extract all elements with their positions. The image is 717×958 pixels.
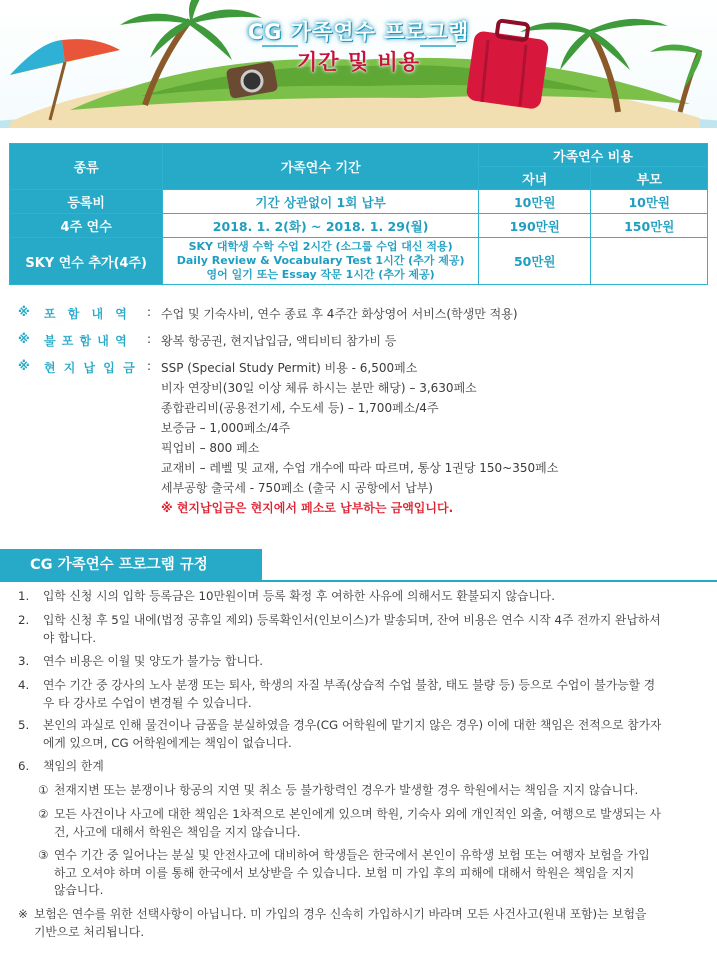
note-mark: ※	[18, 332, 30, 346]
subitem-number: ①	[38, 783, 49, 797]
rule-text	[43, 612, 661, 647]
rule-number: 5.	[18, 718, 30, 732]
period-line: SKY 대학생 수학 수업 2시간 (소그룹 수업 대신 적용)	[188, 240, 453, 253]
subitem-line: 하고 오셔야 하며 이를 통해 한국에서 보상받을 수 있습니다. 보험 미 가입 후의 피해에 대해서 학원은 책임을 지지	[54, 865, 635, 880]
local-payment-warning: ※ 현지납입금은 현지에서 페소로 납부하는 금액입니다.	[161, 501, 454, 515]
cost-table	[9, 143, 708, 285]
table-row	[10, 214, 708, 238]
table-row	[10, 190, 708, 214]
footnote-mark: ※	[18, 907, 28, 921]
note-mark: ※	[18, 359, 30, 373]
rule-line: 에게 있으며, CG 어학원에게는 책임이 없습니다.	[43, 735, 292, 750]
rule-line: 본인의 과실로 인해 물건이나 금품을 분실하였을 경우(CG 어학원에 맡기지 않은 경우) 이에 대한 책임은 전적으로 참가자	[43, 718, 662, 732]
note-text: 수업 및 기숙사비, 연수 종료 후 4주간 화상영어 서비스(학생만 적용)	[161, 307, 518, 321]
subitem-number: ②	[38, 807, 49, 821]
subitem-line: 모든 사건이나 사고에 대한 책임은 1차적으로 본인에게 있으며 학원, 기숙사 외에 개인적인 외출, 여행으로 발생되는 사	[54, 807, 661, 821]
header-period: 가족연수 기간	[163, 144, 479, 190]
row-period: 기간 상관없이 1회 납부	[163, 190, 479, 214]
rule-text	[43, 677, 655, 712]
header-banner	[0, 0, 717, 128]
local-fee-line: 비자 연장비(30일 이상 체류 하시는 분만 해당) – 3,630페소	[161, 381, 477, 395]
rule-number: 1.	[18, 589, 30, 603]
footnote-line: 보험은 연수를 위한 선택사항이 아닙니다. 미 가입의 경우 신속히 가입하시기 바라며 모든 사건사고(원내 포함)는 보험을	[34, 907, 647, 921]
rule-line: 입학 신청 후 5일 내에(법정 공휴일 제외) 등록확인서(인보이스)가 발송되며, 잔여 비용은 연수 시작 4주 전까지 완납하셔	[43, 613, 661, 627]
header-child: 자녀	[478, 167, 591, 190]
header-cost: 가족연수 비용	[478, 144, 707, 167]
row-type: 등록비	[10, 190, 163, 214]
rule-number: 6.	[18, 759, 30, 773]
period-line: 영어 일기 또는 Essay 작문 1시간 (추가 제공)	[206, 268, 435, 281]
note-label: 현 지 납 입 금	[44, 361, 137, 375]
rule-number: 3.	[18, 654, 30, 668]
note-colon: :	[147, 305, 152, 319]
row-parent-cost: 150만원	[591, 214, 708, 238]
row-type: SKY 연수 추가(4주)	[10, 238, 163, 285]
local-fee-line: 픽업비 – 800 페소	[161, 441, 260, 455]
rule-line: 야 합니다.	[43, 630, 97, 645]
rule-line: 책임의 한계	[43, 759, 104, 773]
row-child-cost: 10만원	[478, 190, 591, 214]
period-line: Daily Review & Vocabulary Test 1시간 (추가 제공)	[176, 254, 465, 267]
subitem-line: 연수 기간 중 일어나는 분실 및 안전사고에 대비하여 학생들은 한국에서 본인이 유학생 보험 또는 여행자 보험을 가입	[54, 848, 650, 862]
subitem-text	[54, 806, 661, 841]
local-fee-line: SSP (Special Study Permit) 비용 - 6,500페소	[161, 361, 418, 375]
note-excluded	[14, 332, 704, 350]
rule-text	[43, 653, 263, 671]
banner-title: CG 가족연수 프로그램	[247, 20, 470, 44]
rule-line: 우 타 강사로 수업이 변경될 수 있습니다.	[43, 695, 252, 710]
rule-line: 연수 기간 중 강사의 노사 분쟁 또는 퇴사, 학생의 자질 부족(상습적 수업 불참, 태도 불량 등) 등으로 수업이 불가능할 경	[43, 678, 656, 692]
local-fee-line: 교재비 – 레벨 및 교재, 수업 개수에 따라 따르며, 통상 1권당 150~350페소	[161, 461, 559, 475]
rules-divider	[0, 580, 717, 582]
local-fee-line: 보증금 – 1,000페소/4주	[161, 421, 291, 435]
table-row	[10, 238, 708, 285]
note-mark: ※	[18, 305, 30, 319]
note-label: 포 함 내 역	[44, 307, 131, 321]
note-colon: :	[147, 332, 152, 346]
rule-line: 입학 신청 시의 입학 등록금은 10만원이며 등록 확정 후 여하한 사유에 의해서도 환불되지 않습니다.	[43, 589, 555, 603]
subitem-number: ③	[38, 848, 49, 862]
note-text: 왕복 항공권, 현지납입금, 액티비티 참가비 등	[161, 334, 397, 348]
note-included	[14, 305, 704, 323]
subitem-line: 않습니다.	[54, 883, 104, 897]
footnote-text	[34, 906, 646, 941]
rule-text	[43, 717, 661, 752]
rules-title: CG 가족연수 프로그램 규정	[0, 549, 262, 581]
row-parent-cost: 10만원	[591, 190, 708, 214]
rule-text	[43, 758, 104, 776]
row-parent-cost	[591, 238, 708, 285]
rule-number: 4.	[18, 678, 30, 692]
row-child-cost: 190만원	[478, 214, 591, 238]
header-type: 종류	[10, 144, 163, 190]
subitem-text	[54, 847, 650, 900]
local-fee-line: 세부공항 출국세 - 750페소 (출국 시 공항에서 납부)	[161, 481, 433, 495]
banner-subtitle: 기간 및 비용	[296, 50, 421, 74]
note-label: 불 포 함 내 역	[44, 334, 128, 348]
local-fee-line: 종합관리비(공용전기세, 수도세 등) – 1,700페소/4주	[161, 401, 439, 415]
rule-line: 연수 비용은 이월 및 양도가 불가능 합니다.	[43, 654, 263, 668]
row-period	[163, 238, 479, 285]
subitem-line: 건, 사고에 대해서 학원은 책임을 지지 않습니다.	[54, 824, 301, 839]
header-parent: 부모	[591, 167, 708, 190]
row-type: 4주 연수	[10, 214, 163, 238]
footnote-line: 기반으로 처리됩니다.	[34, 924, 145, 939]
subitem-line: 천재지변 또는 분쟁이나 항공의 지연 및 취소 등 불가항력인 경우가 발생할 경우 학원에서는 책임을 지지 않습니다.	[54, 783, 639, 797]
row-period: 2018. 1. 2(화) ~ 2018. 1. 29(월)	[163, 214, 479, 238]
row-child-cost: 50만원	[478, 238, 591, 285]
note-colon: :	[147, 359, 152, 373]
rule-number: 2.	[18, 613, 30, 627]
subitem-text	[54, 782, 638, 800]
rule-text	[43, 588, 555, 606]
